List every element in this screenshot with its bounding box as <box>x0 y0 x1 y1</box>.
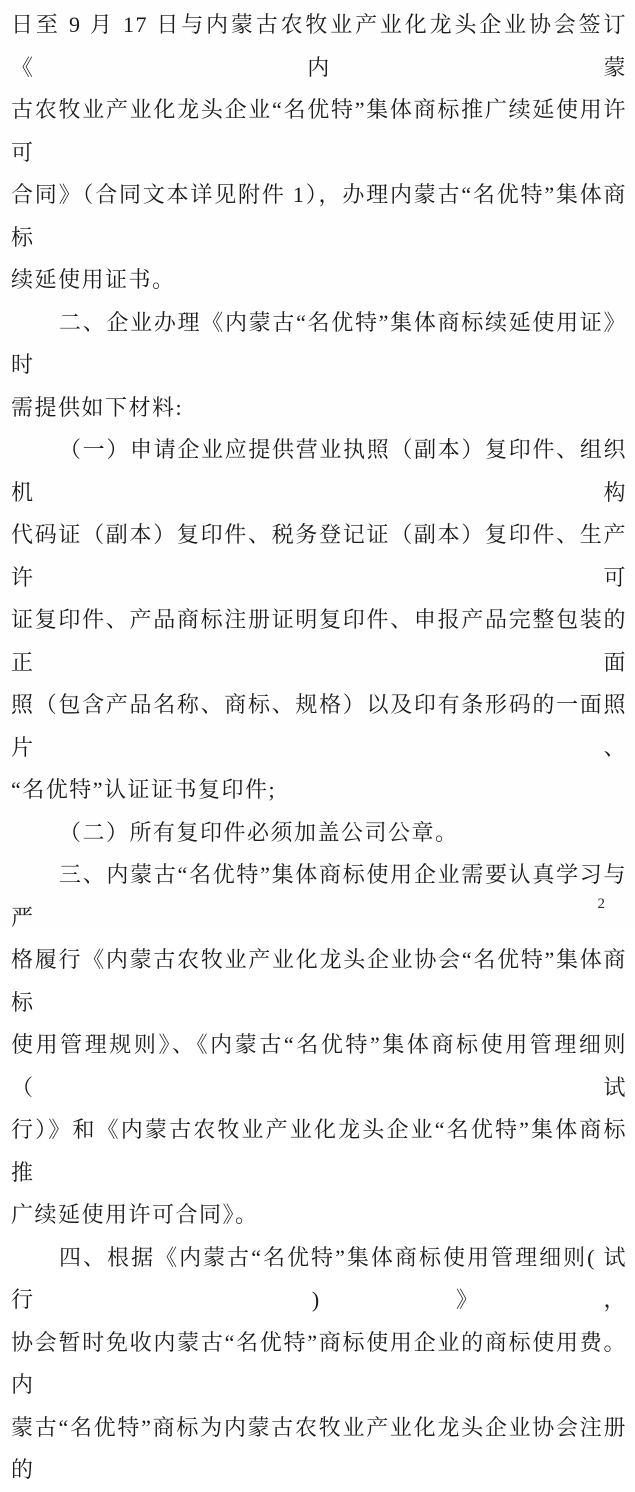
text-line: 日至 9 月 17 日与内蒙古农牧业产业化龙头企业协会签订《内蒙 <box>11 12 627 80</box>
text-line: 代码证（副本）复印件、税务登记证（副本）复印件、生产许可 <box>11 522 627 590</box>
text-line: “名优特”认证证书复印件; <box>11 777 277 802</box>
document-body <box>11 4 627 1492</box>
text-line: （一）申请企业应提供营业执照（副本）复印件、组织机构 <box>11 437 627 505</box>
text-line: 续延使用证书。 <box>11 267 176 292</box>
text-line: 格履行《内蒙古农牧业产业化龙头企业协会“名优特”集体商标 <box>11 947 627 1015</box>
text-line: 照（包含产品名称、商标、规格）以及印有条形码的一面照片、 <box>11 692 627 760</box>
text-line: 使用管理规则》、《内蒙古“名优特”集体商标使用管理细则（试 <box>11 1032 627 1100</box>
text-line: 行）》和《内蒙古农牧业产业化龙头企业“名优特”集体商标推 <box>11 1117 627 1185</box>
text-line: 古农牧业产业化龙头企业“名优特”集体商标推广续延使用许可 <box>11 97 627 165</box>
text-line: 蒙古“名优特”商标为内蒙古农牧业产业化龙头企业协会注册的 <box>11 1414 627 1482</box>
text-line: 需提供如下材料: <box>11 394 184 420</box>
text-line: 证复印件、产品商标注册证明复印件、申报产品完整包装的正面 <box>11 607 627 675</box>
text-line: 四、根据《内蒙古“名优特”集体商标使用管理细则( 试行 )》， <box>11 1244 627 1312</box>
text-line: 二、企业办理《内蒙古“名优特”集体商标续延使用证》时 <box>11 309 627 377</box>
page-number: 2 <box>597 896 605 912</box>
text-line: 三、内蒙古“名优特”集体商标使用企业需要认真学习与严 <box>11 862 627 930</box>
text-line: 协会暂时免收内蒙古“名优特”商标使用企业的商标使用费。内 <box>11 1329 627 1397</box>
text-line: 合同》（合同文本详见附件 1），办理内蒙古“名优特”集体商标 <box>11 182 627 250</box>
text-line: （二）所有复印件必须加盖公司公章。 <box>59 819 459 845</box>
text-line: 广续延使用许可合同》。 <box>11 1202 259 1227</box>
